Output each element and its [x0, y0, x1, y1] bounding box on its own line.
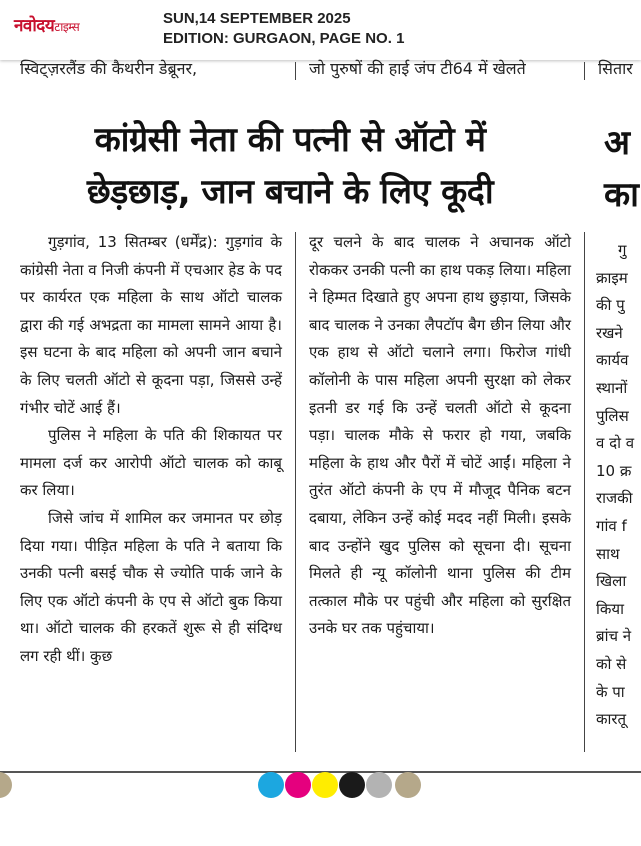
- right-line: की पु: [596, 296, 625, 315]
- registration-mark-magenta: [285, 772, 311, 798]
- paragraph-1: गुड़गांव, 13 सितम्बर (धर्मेंद्र): गुड़गांव के कांग्रेसी नेता व निजी कंपनी में एचआर हेड के पद पर कार्यरत एक महिला के साथ ऑटो चालक द्वारा की गई अभद्रता का मामला सामने आया है। इस घटना के बाद महिला को अपनी जान बचाने के लिए चलती ऑटो से कूदना पड़ा, जिससे उन्हें गंभीर चोटें आई हैं।: [20, 233, 282, 417]
- paragraph-4: दूर चलने के बाद चालक ने अचानक ऑटो रोककर उनकी पत्नी का हाथ पकड़ लिया। महिला ने हिम्मत दिखाते हुए अपना हाथ छुड़ाया, जिसके बाद चालक ने उनका लैपटॉप बैग छीन लिया और एक हाथ से ऑटो चलाने लगा। फिरोज गांधी कॉलोनी के पास महिला अपनी सुरक्षा को लेकर इतनी डर गई कि उन्हें चलती ऑटो से कूदना पड़ा। चालक मौके से फरार हो गया, जबकि महिला के हाथ और पैरों में चोटें आईं। महिला ने तुरंत ऑटो कंपनी के एप में मौजूद पैनिक बटन दबाया, लेकिन उन्हें कोई मदद नहीं मिली। इसके बाद उन्होंने खुद पुलिस को सूचना दी। सूचना मिलते ही न्यू कॉलोनी थाना पुलिस की टीम तत्काल मौके पर पहुंची और महिला को सुरक्षित उनके घर तक पहुंचाया।: [309, 233, 571, 638]
- logo-main: नवोदय: [14, 16, 55, 36]
- paragraph-3: जिसे जांच में शामिल कर जमानत पर छोड़ दिया गया। पीड़ित महिला के पति ने बताया कि उनकी पत्नी बसई चौक से ज्योति पार्क जाने के लिए एक ऑटो कंपनी के एप से ऑटो बुक किया था। ऑटो चालक की हरकतें शुरू से ही संदिग्ध लग रही थीं। कुछ: [20, 508, 282, 665]
- right-article-column: [596, 237, 641, 734]
- right-line: कारतू: [596, 710, 627, 729]
- registration-mark-black: [339, 772, 365, 798]
- paragraph-2: पुलिस ने महिला के पति की शिकायत पर मामला दर्ज कर आरोपी ऑटो चालक को काबू कर लिया।: [20, 426, 282, 500]
- right-line: खिला: [596, 572, 627, 591]
- right-line: साथ: [596, 544, 620, 563]
- right-line: रखने: [596, 323, 623, 342]
- top-column-rule-1: [295, 62, 296, 80]
- top-strip-text-1: स्विट्ज़रलैंड की कैथरीन डेब्रूनर,: [20, 59, 198, 78]
- column-rule-2: [584, 232, 585, 752]
- column-rule-1: [295, 232, 296, 752]
- right-line: राजकी: [596, 489, 633, 508]
- right-line: पुलिस: [596, 406, 629, 425]
- right-line: ब्रांच ने: [596, 627, 632, 646]
- right-line: को से: [596, 654, 627, 673]
- registration-mark-left: [0, 772, 12, 798]
- right-headline-line-2: का: [604, 175, 639, 215]
- right-line: क्राइम: [596, 268, 628, 287]
- right-line: 10 क्र: [596, 461, 632, 480]
- newspaper-logo[interactable]: [14, 13, 79, 36]
- right-line: के पा: [596, 682, 625, 701]
- registration-mark-cyan: [258, 772, 284, 798]
- registration-mark-gray: [366, 772, 392, 798]
- masthead-bar: [0, 0, 641, 60]
- edition-date: SUN,14 SEPTEMBER 2025: [163, 10, 351, 27]
- registration-mark-tan: [395, 772, 421, 798]
- registration-mark-yellow: [312, 772, 338, 798]
- right-line: किया: [596, 599, 624, 618]
- article-column-1: [20, 229, 282, 671]
- right-line: स्थानों: [596, 378, 628, 397]
- logo-sub: टाइम्स: [54, 20, 80, 34]
- top-strip-text-2: जो पुरुषों की हाई जंप टी64 में खेलते: [309, 59, 526, 78]
- article-headline: [10, 114, 570, 218]
- right-line: गांव f: [596, 516, 627, 535]
- article-column-2: [309, 229, 571, 643]
- right-line: व दो व: [596, 434, 635, 453]
- edition-info: EDITION: GURGAON, PAGE NO. 1: [163, 30, 405, 47]
- headline-line-1: कांग्रेसी नेता की पत्नी से ऑटो में: [94, 120, 486, 160]
- right-line: गु: [618, 241, 627, 259]
- right-line: कार्यव: [596, 351, 629, 370]
- headline-line-2: छेड़छाड़, जान बचाने के लिए कूदी: [86, 172, 494, 212]
- right-headline-line-1: अ: [604, 123, 630, 163]
- top-column-rule-2: [584, 62, 585, 80]
- top-strip-text-3: सितार: [598, 59, 633, 78]
